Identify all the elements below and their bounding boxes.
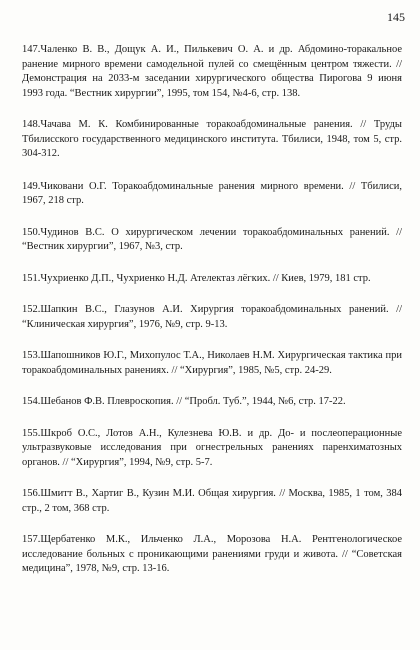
reference-item-154 xyxy=(22,395,402,410)
reference-text: Чаленко В. В., Дощук А. И., Пилькевич О. А. и др. Абдомино-торакальное ранение мирного времени самодельной пулей со смещённым центром тяжести. // Демонстрация на 2033-м заседании хирургического общества Пирогова 9 июня 1993 года. “Вестник хирургии”, 1995, том 154, №4-6, стр. 138. xyxy=(22,44,402,99)
reference-item-148 xyxy=(22,118,402,162)
reference-list xyxy=(22,43,402,595)
reference-number: 148. xyxy=(22,119,41,130)
reference-text: Шкроб О.С., Лотов А.Н., Кулезнева Ю.В. и др. До- и послеоперационные ультразвуковые исследования при огнестрельных ранениях паренхиматозных органов. // “Хирургия”, 1994, №9, стр. 5-7. xyxy=(22,427,402,468)
reference-text: Чиковани О.Г. Торакоабдоминальные ранения мирного времени. // Тбилиси, 1967, 218 стр. xyxy=(22,180,402,206)
reference-item-150 xyxy=(22,226,402,255)
reference-item-149 xyxy=(22,180,402,209)
reference-text: Шебанов Ф.В. Плевроскопия. // “Пробл. Туб.”, 1944, №6, стр. 17-22. xyxy=(40,396,346,407)
reference-number: 151. xyxy=(22,272,41,284)
reference-text: Чудинов В.С. О хирургическом лечении торакоабдоминальных ранений. // “Вестник хирургии”, 1967, №3, стр. xyxy=(22,226,402,252)
reference-text: Шмитт В., Хартиг В., Кузин М.И. Общая хирургия. // Москва, 1985, 1 том, 384 стр., 2 том, 368 стр. xyxy=(22,488,402,514)
reference-number: 153. xyxy=(22,350,41,361)
reference-text: Шапошников Ю.Г., Михопулос Т.А., Николаев Н.М. Хирургическая тактика при торакоабдоминальных ранениях. // “Хирургия”, 1985, №5, стр. 24-29. xyxy=(22,350,402,376)
reference-number: 154. xyxy=(22,396,41,407)
reference-number: 152. xyxy=(22,304,41,315)
reference-number: 149. xyxy=(22,180,41,192)
reference-text: Шапкин В.С., Глазунов А.И. Хирургия торакоабдоминальных ранений. // “Клиническая хирургия”, 1976, №9, стр. 9-13. xyxy=(22,304,402,330)
reference-number: 156. xyxy=(22,488,41,499)
reference-text: Чачава М. К. Комбинированные торакоабдоминальные ранения. // Труды Тбилисского государственного медицинского института. Тбилиси, 1948, том 5, стр. 304-312. xyxy=(22,119,402,159)
reference-item-151 xyxy=(22,272,402,287)
reference-item-152 xyxy=(22,303,402,332)
reference-number: 147. xyxy=(22,44,41,55)
reference-text: Щербатенко М.К., Ильченко Л.А., Морозова Н.А. Рентгенологическое исследование больных с проникающими ранениями груди и живота. // “Советская медицина”, 1978, №9, стр. 13-16. xyxy=(22,534,402,574)
reference-item-157 xyxy=(22,533,402,577)
reference-item-156 xyxy=(22,487,402,516)
reference-item-147 xyxy=(22,43,402,101)
reference-number: 150. xyxy=(22,226,41,238)
reference-number: 157. xyxy=(22,534,41,545)
reference-item-153 xyxy=(22,349,402,378)
reference-text: Чухриенко Д.П., Чухриенко Н.Д. Ателектаз лёгких. // Киев, 1979, 181 стр. xyxy=(40,272,371,284)
reference-item-155 xyxy=(22,427,402,471)
reference-number: 155. xyxy=(22,427,41,439)
page-number: 145 xyxy=(387,10,405,24)
